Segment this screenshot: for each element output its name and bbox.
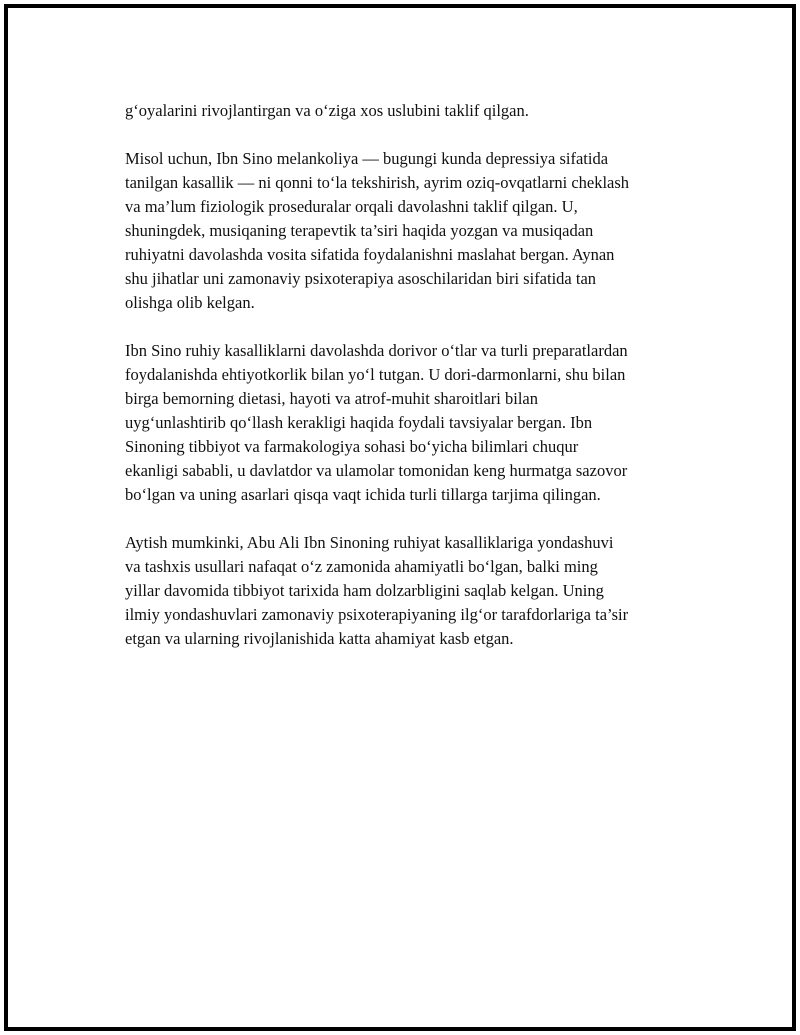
paragraph-4: Aytish mumkinki, Abu Ali Ibn Sinoning ruhiyat kasalliklariga yondashuvi va tashxis usullari nafaqat o‘z zamonida ahamiyatli bo‘lgan, balki ming yillar davomida tibbiyot tarixida ham dolzarbligini saqlab kelgan. Uning ilmiy yondashuvlari zamonaviy psixoterapiyaning ilg‘or tarafdorlariga ta’sir etgan va ularning rivojlanishida katta ahamiyat kasb etgan. bbox=[125, 533, 629, 648]
document-body bbox=[125, 99, 693, 675]
page-frame bbox=[4, 4, 796, 1031]
paragraph-3: Ibn Sino ruhiy kasalliklarni davolashda dorivor o‘tlar va turli preparatlardan foydalanishda ehtiyotkorlik bilan yo‘l tutgan. U dori-darmonlarni, shu bilan birga bemorning dietasi, hayoti va atrof-muhit sharoitlari bilan uyg‘unlashtirib qo‘llash kerakligi haqida foydali tavsiyalar bergan. Ibn Sinoning tibbiyot va farmakologiya sohasi bo‘yicha bilimlari chuqur ekanligi sababli, u davlatdor va ulamolar tomonidan keng hurmatga sazovor bo‘lgan va uning asarlari qisqa vaqt ichida turli tillarga tarjima qilingan. bbox=[125, 341, 628, 504]
paragraph-2: Misol uchun, Ibn Sino melankoliya — bugungi kunda depressiya sifatida tanilgan kasallik — ni qonni to‘la tekshirish, ayrim oziq-ovqatlarni cheklash va ma’lum fiziologik proseduralar orqali davolashni taklif qilgan. U, shuningdek, musiqaning terapevtik ta’siri haqida yozgan va musiqadan ruhiyatni davolashda vosita sifatida foydalanishni maslahat bergan. Aynan shu jihatlar uni zamonaviy psixoterapiya asoschilaridan biri sifatida tan olishga olib kelgan. bbox=[125, 149, 630, 312]
paragraph-1: g‘oyalarini rivojlantirgan va o‘ziga xos uslubini taklif qilgan. bbox=[125, 101, 529, 120]
